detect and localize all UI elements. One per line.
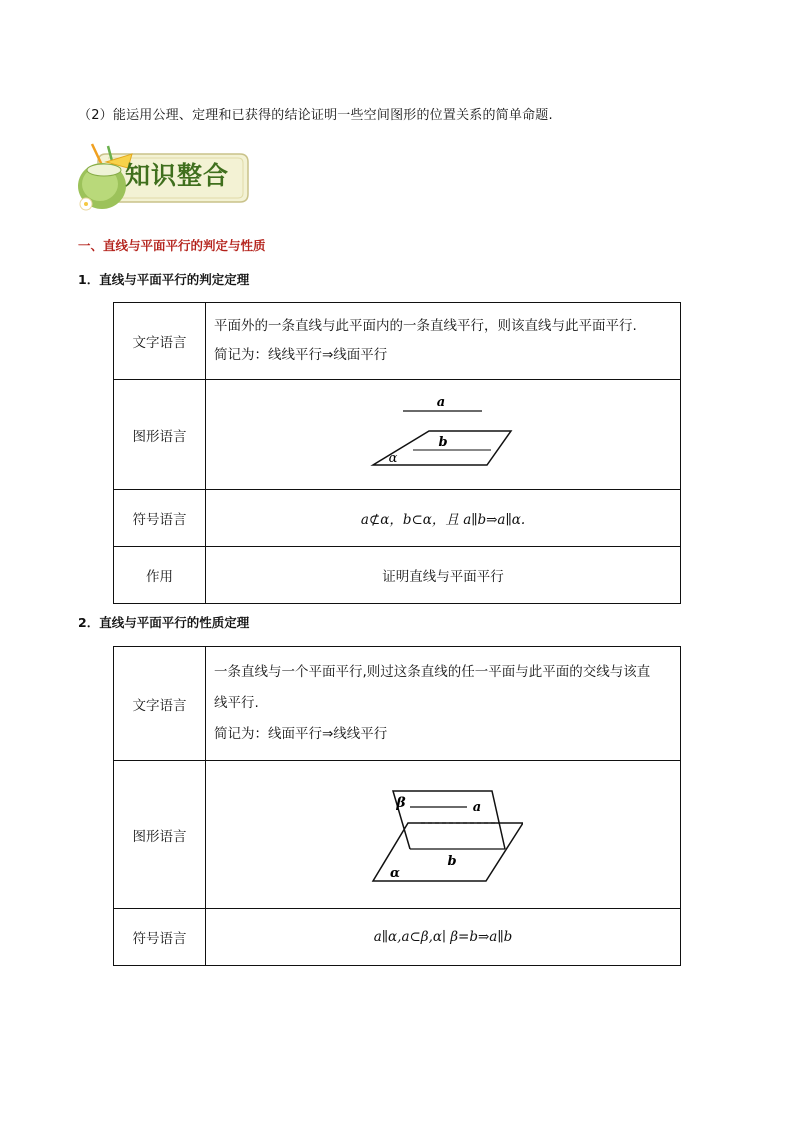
banner-title: 知识整合 <box>124 161 229 190</box>
theorem1-use-value: 证明直线与平面平行 <box>206 547 681 604</box>
theorem2-text-line3: 简记为：线面平行⇒线线平行 <box>214 726 388 742</box>
fig2-plane-beta <box>393 791 505 849</box>
theorem2-figure-label: 图形语言 <box>114 761 206 909</box>
theorem2-table <box>113 646 681 966</box>
fig2-label-beta: β <box>396 794 406 811</box>
theorem1-figure-row <box>114 380 681 490</box>
fig1-label-b: b <box>438 434 448 450</box>
theorem1-text-cell <box>206 303 681 380</box>
theorem2-symbol-label: 符号语言 <box>114 909 206 966</box>
theorem2-text-row <box>114 647 681 761</box>
theorem1-text-label: 文字语言 <box>114 303 206 380</box>
theorem1-table <box>113 302 681 604</box>
plane-intersection-figure <box>363 781 523 889</box>
fig2-label-a: a <box>472 799 482 815</box>
theorem1-title: 1．直线与平面平行的判定定理 <box>78 272 250 287</box>
theorem1-use-row <box>114 547 681 604</box>
theorem2-text-line2: 线平行. <box>214 695 259 711</box>
theorem1-use-label: 作用 <box>114 547 206 604</box>
intro-text: （2）能运用公理、定理和已获得的结论证明一些空间图形的位置关系的简单命题. <box>78 108 553 123</box>
theorem2-figure-cell <box>206 761 681 909</box>
theorem1-text-line1: 平面外的一条直线与此平面内的一条直线平行，则该直线与此平面平行. <box>214 318 637 334</box>
theorem2-symbol-value: a∥α,a⊂β,α∣ β=b⇒a∥b <box>206 909 681 966</box>
theorem1-symbol-value: a⊄α，b⊂α，且 a∥b⇒a∥α. <box>206 490 681 547</box>
section-banner <box>72 142 258 216</box>
theorem1-text-row <box>114 303 681 380</box>
theorem1-symbol-row <box>114 490 681 547</box>
theorem1-symbol-label: 符号语言 <box>114 490 206 547</box>
theorem2-symbol-row <box>114 909 681 966</box>
theorem2-figure-row <box>114 761 681 909</box>
theorem1-figure-cell <box>206 380 681 490</box>
theorem1-figure-label: 图形语言 <box>114 380 206 490</box>
theorem2-title: 2．直线与平面平行的性质定理 <box>78 615 250 630</box>
theorem2-text-line1: 一条直线与一个平面平行,则过这条直线的任一平面与此平面的交线与该直 <box>214 664 651 680</box>
fig1-label-a: a <box>436 394 446 410</box>
theorem1-text-line2: 简记为：线线平行⇒线面平行 <box>214 347 388 363</box>
theorem2-text-cell <box>206 647 681 761</box>
theorem2-text-label: 文字语言 <box>114 647 206 761</box>
fig2-label-b: b <box>447 853 457 869</box>
line-plane-parallel-figure <box>363 395 523 475</box>
fig1-label-alpha: α <box>388 450 398 466</box>
fig2-label-alpha: α <box>389 865 401 881</box>
section-title: 一、直线与平面平行的判定与性质 <box>78 238 266 253</box>
